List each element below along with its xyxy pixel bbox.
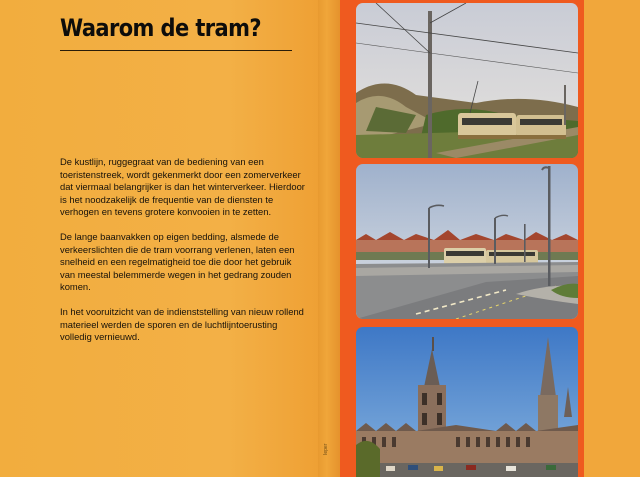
page-title: Waarom de tram?: [60, 14, 261, 42]
title-underline: [60, 50, 292, 51]
photo-tram-dunes: [356, 3, 578, 158]
photo-cloth-hall: [356, 327, 578, 477]
photo-tram-road: [356, 164, 578, 319]
body-text: [60, 156, 305, 356]
right-page-edge: [584, 0, 640, 477]
paragraph-3: In het vooruitzicht van de indienststelling van nieuw rollend materieel werden de sporen en de luchtlijntoerusting volledig vernieuwd.: [60, 305, 304, 343]
book-spine: [318, 0, 340, 477]
paragraph-1: De kustlijn, ruggegraat van de bediening van een toeristenstreek, wordt gekenmerkt door een zomerverkeer dat viermaal belangrijker is dan het winterverkeer. Hierdoor is het noodzakelijk de frequentie van de diensten te verhogen en tevens grotere konvooien in te zetten.: [60, 156, 305, 218]
paragraph-2: De lange baanvakken op eigen bedding, alsmede de verkeerslichten die de tram voorrang verlenen, laten een snelheid en een regelmatigheid toe die door het gebruik van meestal belemmerde wegen in het gedrang zouden komen.: [60, 230, 295, 293]
spine-caption: Ieper: [323, 443, 329, 455]
